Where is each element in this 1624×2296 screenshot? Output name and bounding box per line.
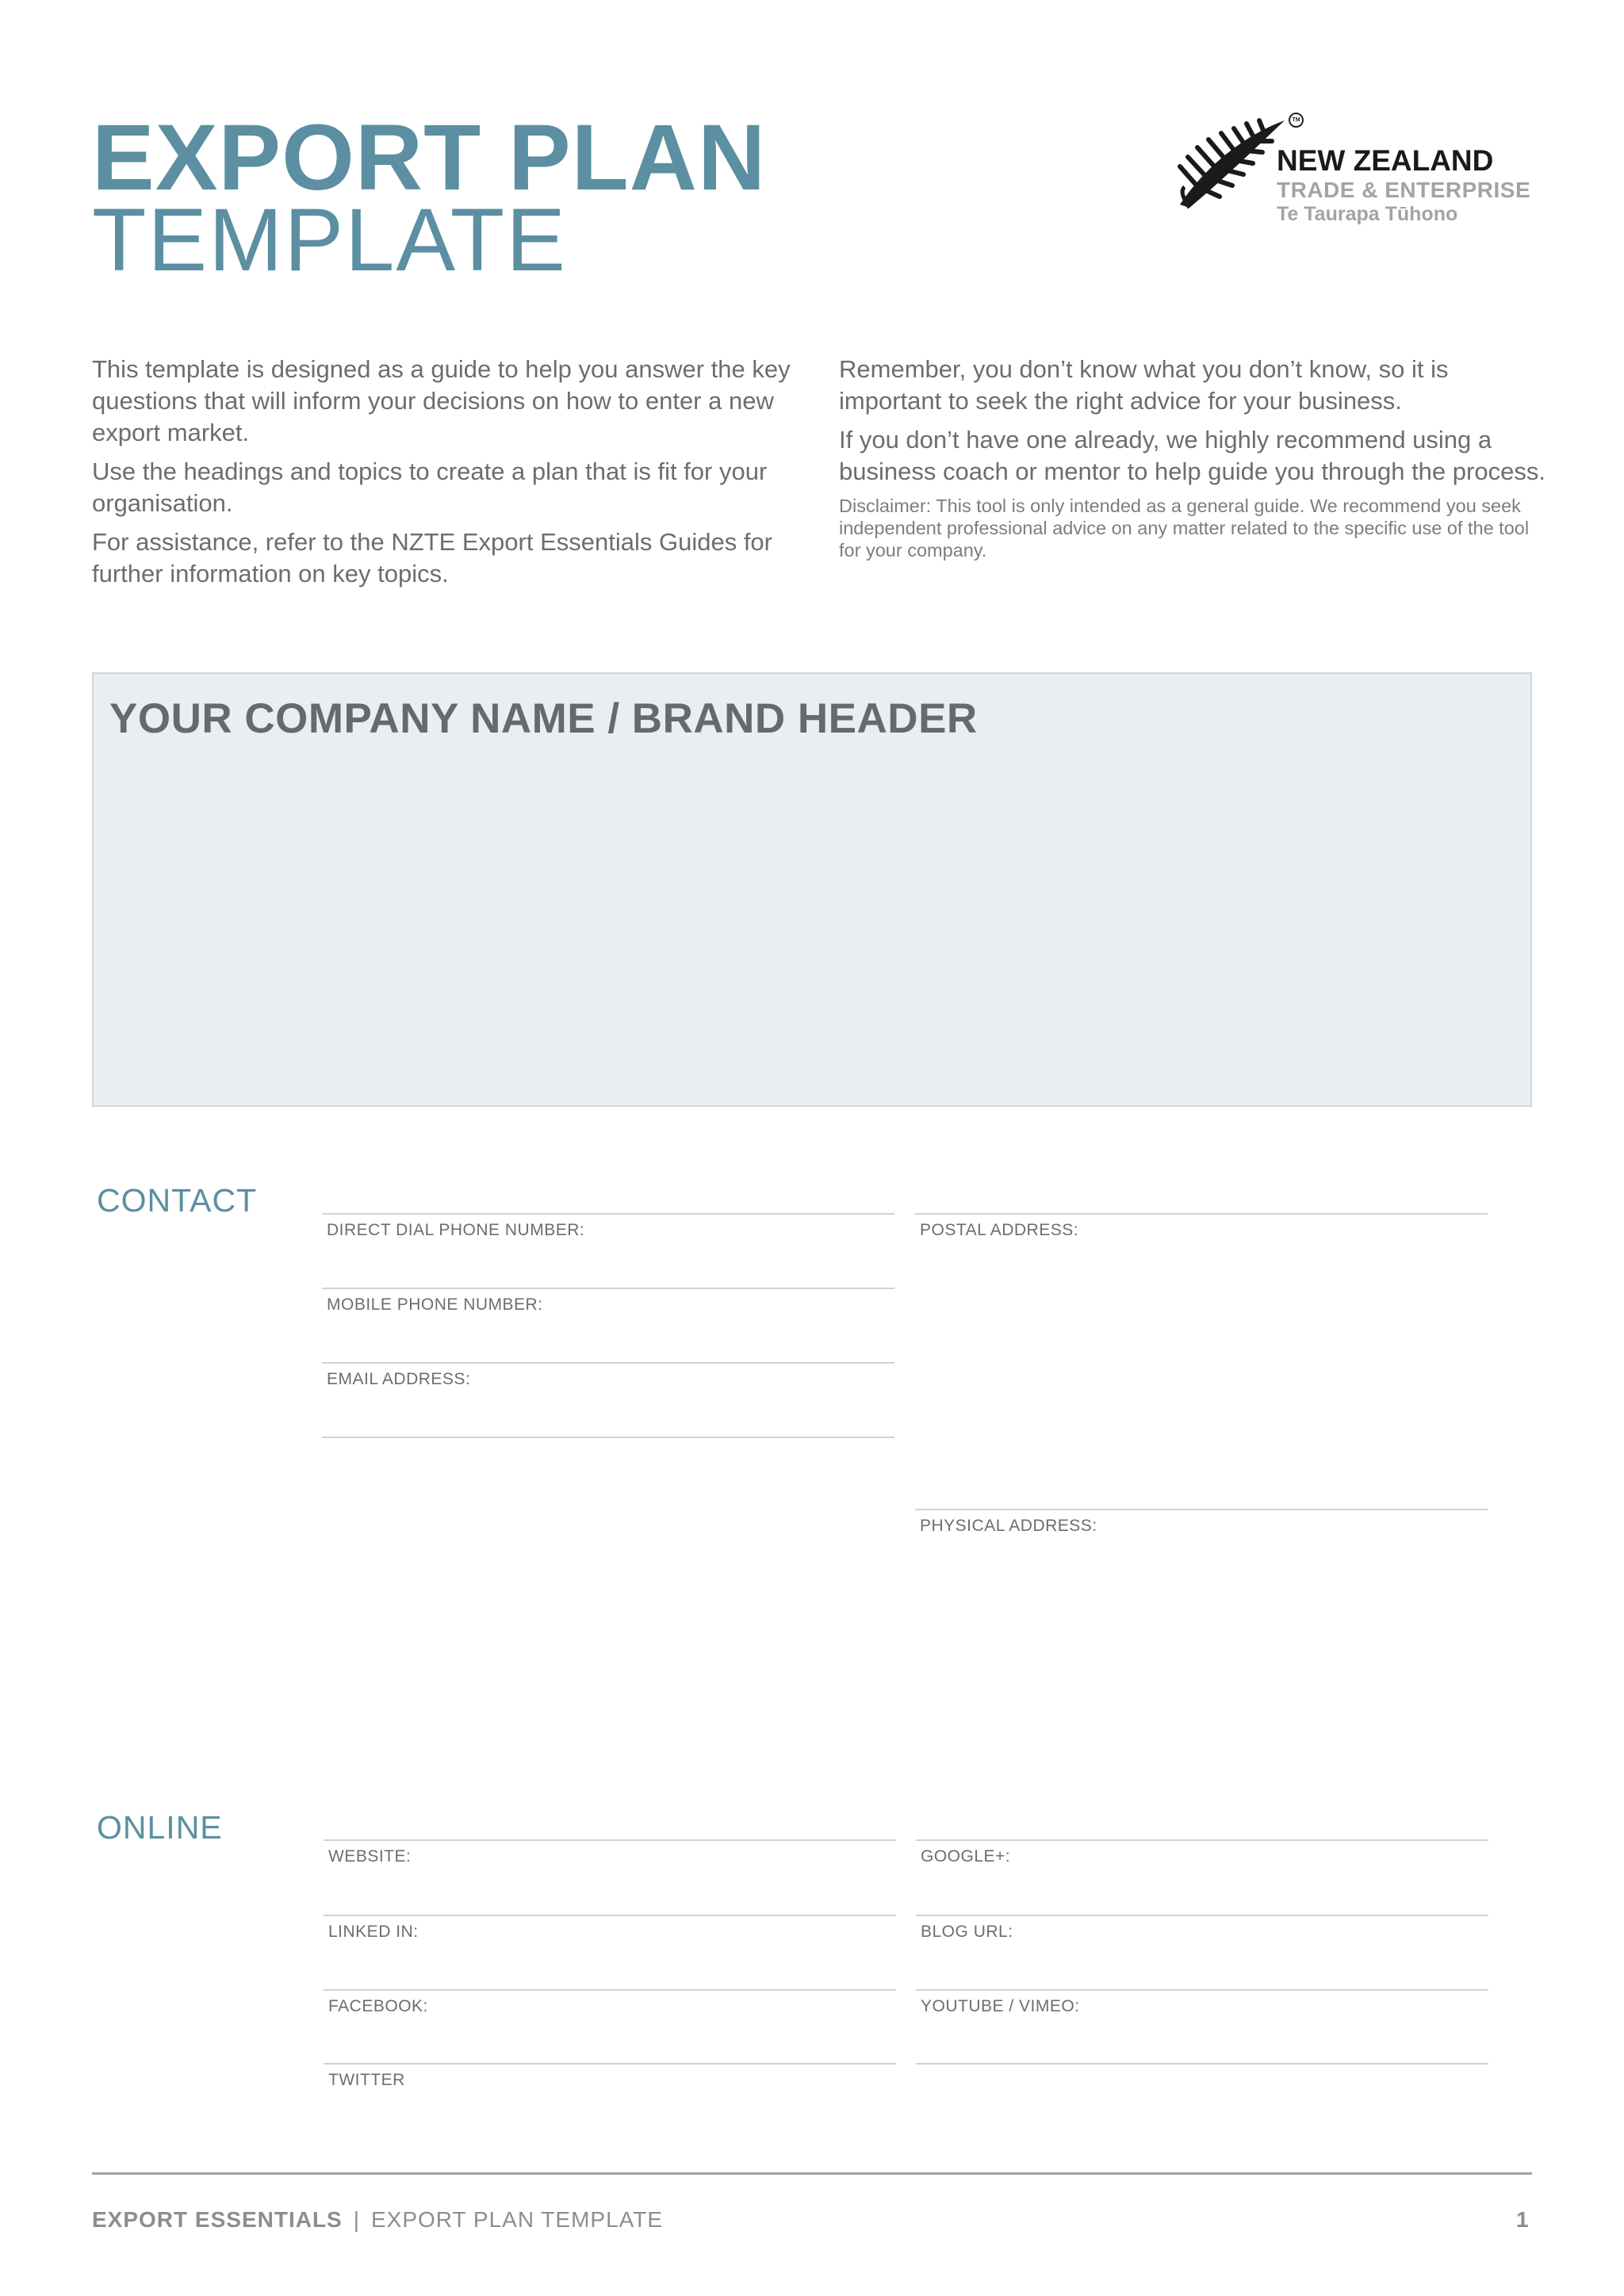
footer-rule bbox=[92, 2172, 1532, 2175]
field-divider bbox=[916, 2063, 1488, 2064]
physical-address-field[interactable] bbox=[915, 1509, 1488, 1747]
intro-paragraph: This template is designed as a guide to help you answer the key questions that will inform your decisions on how to enter a new export market. bbox=[92, 355, 791, 446]
registered-mark: TM bbox=[1289, 113, 1304, 128]
postal-address-label: POSTAL ADDRESS: bbox=[920, 1221, 1079, 1239]
intro-left-column bbox=[92, 354, 798, 597]
linkedin-field[interactable] bbox=[324, 1915, 896, 1989]
youtube-vimeo-label: YOUTUBE / VIMEO: bbox=[921, 1997, 1080, 2015]
postal-address-field[interactable] bbox=[915, 1213, 1488, 1509]
googleplus-label: GOOGLE+: bbox=[921, 1847, 1011, 1866]
online-heading: ONLINE bbox=[97, 1809, 223, 1846]
silver-fern-icon bbox=[1174, 111, 1293, 214]
email-label: EMAIL ADDRESS: bbox=[327, 1370, 471, 1388]
page-title: EXPORT PLAN bbox=[92, 105, 767, 210]
logo-line-1: NEW ZEALAND bbox=[1277, 144, 1494, 177]
facebook-field[interactable] bbox=[324, 1989, 896, 2063]
intro-paragraph: Remember, you don’t know what you don’t know, so it is important to seek the right advice for your business. bbox=[839, 355, 1449, 415]
disclaimer: Disclaimer: This tool is only intended as a general guide. We recommend you seek independent professional advice on any matter related to the specific use of the tool for your company. bbox=[839, 496, 1530, 561]
footer-title bbox=[92, 2207, 663, 2233]
brand-header-box[interactable] bbox=[92, 672, 1532, 1107]
brand-header-text: YOUR COMPANY NAME / BRAND HEADER bbox=[109, 695, 978, 742]
intro-paragraph: For assistance, refer to the NZTE Export Essentials Guides for further information on key topics. bbox=[92, 528, 772, 587]
footer-series: EXPORT ESSENTIALS bbox=[92, 2207, 343, 2232]
mobile-phone-label: MOBILE PHONE NUMBER: bbox=[327, 1295, 543, 1314]
youtube-vimeo-field[interactable] bbox=[916, 1989, 1488, 2063]
email-field[interactable] bbox=[322, 1362, 894, 1437]
direct-dial-field[interactable] bbox=[322, 1213, 894, 1288]
intro-paragraph: Use the headings and topics to create a plan that is fit for your organisation. bbox=[92, 457, 768, 517]
logo-line-3: Te Taurapa Tūhono bbox=[1277, 203, 1458, 225]
twitter-label: TWITTER bbox=[328, 2071, 405, 2089]
physical-address-label: PHYSICAL ADDRESS: bbox=[920, 1517, 1097, 1535]
mobile-phone-field[interactable] bbox=[322, 1288, 894, 1362]
website-field[interactable] bbox=[324, 1839, 896, 1915]
page-subtitle: TEMPLATE bbox=[92, 190, 567, 289]
nzte-logo bbox=[1174, 111, 1538, 230]
intro-right-column bbox=[839, 354, 1553, 561]
field-divider bbox=[322, 1437, 894, 1438]
facebook-label: FACEBOOK: bbox=[328, 1997, 428, 2015]
twitter-field[interactable] bbox=[324, 2063, 896, 2134]
blog-url-field[interactable] bbox=[916, 1915, 1488, 1989]
direct-dial-label: DIRECT DIAL PHONE NUMBER: bbox=[327, 1221, 585, 1239]
linkedin-label: LINKED IN: bbox=[328, 1923, 419, 1941]
logo-line-2: TRADE & ENTERPRISE bbox=[1277, 178, 1531, 202]
blog-url-label: BLOG URL: bbox=[921, 1923, 1013, 1941]
page-number: 1 bbox=[1516, 2207, 1529, 2232]
footer-separator: | bbox=[353, 2207, 360, 2232]
footer-doc-title: EXPORT PLAN TEMPLATE bbox=[371, 2207, 664, 2232]
website-label: WEBSITE: bbox=[328, 1847, 412, 1866]
contact-heading: CONTACT bbox=[97, 1182, 258, 1219]
intro-paragraph: If you don’t have one already, we highly recommend using a business coach or mentor to help guide you through the process. bbox=[839, 426, 1545, 485]
googleplus-field[interactable] bbox=[916, 1839, 1488, 1915]
